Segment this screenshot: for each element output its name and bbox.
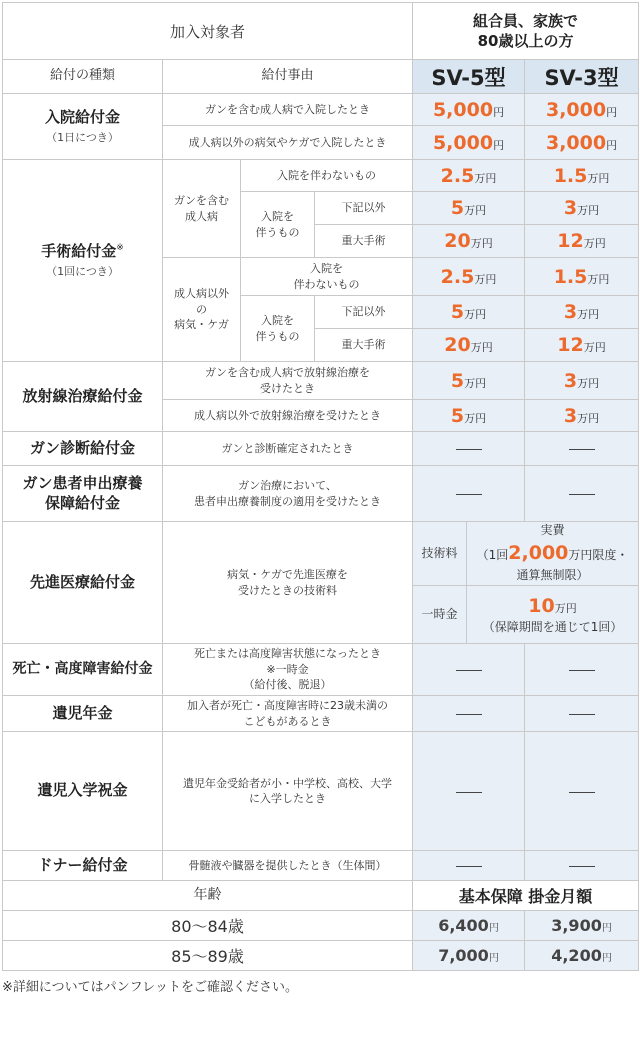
plan-sv3-header: SV-3型 bbox=[525, 60, 639, 94]
fee-cell: 6,400円 bbox=[413, 911, 525, 941]
subscriber-value: 組合員、家族で 80歳以上の方 bbox=[413, 3, 639, 60]
cancer-patient-benefit: ガン患者申出療養 保障給付金 bbox=[3, 466, 163, 522]
empty-cell bbox=[413, 851, 525, 881]
amount-cell: 3万円 bbox=[525, 296, 639, 329]
reason-text: 重大手術 bbox=[315, 225, 413, 258]
radiation-benefit: 放射線治療給付金 bbox=[3, 362, 163, 432]
amount-cell: 3,000円 bbox=[525, 126, 639, 160]
reason-text: 入院を 伴うもの bbox=[241, 192, 315, 258]
amount-cell: 3万円 bbox=[525, 192, 639, 225]
amount-cell: 5万円 bbox=[413, 296, 525, 329]
amount-cell: 5万円 bbox=[413, 400, 525, 432]
empty-cell bbox=[413, 466, 525, 522]
amount-cell: 20万円 bbox=[413, 329, 525, 362]
surgery-benefit: 手術給付金※ （1回につき） bbox=[3, 160, 163, 362]
reason-text: 重大手術 bbox=[315, 329, 413, 362]
reason-text: ガン治療において、 患者申出療養制度の適用を受けたとき bbox=[163, 466, 413, 522]
reason-text: 成人病以外の病気やケガで入院したとき bbox=[163, 126, 413, 160]
tech-fee-label: 技術料 bbox=[413, 522, 467, 586]
empty-cell bbox=[525, 696, 639, 732]
empty-cell bbox=[413, 732, 525, 851]
lump-sum-label: 一時金 bbox=[413, 586, 467, 644]
amount-cell: 12万円 bbox=[525, 329, 639, 362]
reason-text: 入院を伴わないもの bbox=[241, 160, 413, 192]
reason-text: ガンと診断確定されたとき bbox=[163, 432, 413, 466]
reason-text: 骨髄液や臓器を提供したとき（生体間） bbox=[163, 851, 413, 881]
donor-benefit: ドナー給付金 bbox=[3, 851, 163, 881]
subscriber-label: 加入対象者 bbox=[3, 3, 413, 60]
lump-sum-value: 10万円 （保障期間を通じて1回） bbox=[467, 586, 639, 644]
cancer-diagnosis-benefit: ガン診断給付金 bbox=[3, 432, 163, 466]
empty-cell bbox=[413, 696, 525, 732]
amount-cell: 1.5万円 bbox=[525, 160, 639, 192]
surgery-group-other: 成人病以外 の 病気・ケガ bbox=[163, 258, 241, 362]
amount-cell: 2.5万円 bbox=[413, 160, 525, 192]
amount-cell: 3万円 bbox=[525, 400, 639, 432]
orphan-school-gift: 遺児入学祝金 bbox=[3, 732, 163, 851]
footnote: ※詳細についてはパンフレットをご確認ください。 bbox=[2, 980, 298, 995]
empty-cell bbox=[525, 466, 639, 522]
benefit-table bbox=[2, 2, 639, 971]
amount-cell: 5万円 bbox=[413, 192, 525, 225]
surgery-group-cancer: ガンを含む 成人病 bbox=[163, 160, 241, 258]
fee-cell: 4,200円 bbox=[525, 941, 639, 971]
amount-cell: 3万円 bbox=[525, 362, 639, 400]
plan-sv5-header: SV-5型 bbox=[413, 60, 525, 94]
amount-cell: 5,000円 bbox=[413, 94, 525, 126]
advanced-medical-benefit: 先進医療給付金 bbox=[3, 522, 163, 644]
amount-cell: 12万円 bbox=[525, 225, 639, 258]
reason-text: 下記以外 bbox=[315, 296, 413, 329]
col-reason-header: 給付事由 bbox=[163, 60, 413, 94]
empty-cell bbox=[525, 851, 639, 881]
reason-text: ガンを含む成人病で放射線治療を 受けたとき bbox=[163, 362, 413, 400]
hospital-benefit: 入院給付金 （1日につき） bbox=[3, 94, 163, 160]
amount-cell: 1.5万円 bbox=[525, 258, 639, 296]
reason-text: 病気・ケガで先進医療を 受けたときの技術料 bbox=[163, 522, 413, 644]
amount-cell: 20万円 bbox=[413, 225, 525, 258]
age-header: 年齢 bbox=[3, 881, 413, 911]
death-disability-benefit: 死亡・高度障害給付金 bbox=[3, 644, 163, 696]
reason-text: 下記以外 bbox=[315, 192, 413, 225]
reason-text: 入院を 伴わないもの bbox=[241, 258, 413, 296]
reason-text: 加入者が死亡・高度障害時に23歳未満の こどもがあるとき bbox=[163, 696, 413, 732]
empty-cell bbox=[525, 644, 639, 696]
fee-cell: 7,000円 bbox=[413, 941, 525, 971]
age-range: 80〜84歳 bbox=[3, 911, 413, 941]
fee-header: 基本保障 掛金月額 bbox=[413, 881, 639, 911]
empty-cell bbox=[525, 732, 639, 851]
tech-fee-value: 実費 （1回2,000万円限度・ 通算無制限） bbox=[467, 522, 639, 586]
amount-cell: 5,000円 bbox=[413, 126, 525, 160]
fee-cell: 3,900円 bbox=[525, 911, 639, 941]
empty-cell bbox=[413, 432, 525, 466]
reason-text: ガンを含む成人病で入院したとき bbox=[163, 94, 413, 126]
amount-cell: 2.5万円 bbox=[413, 258, 525, 296]
amount-cell: 5万円 bbox=[413, 362, 525, 400]
empty-cell bbox=[413, 644, 525, 696]
col-type-header: 給付の種類 bbox=[3, 60, 163, 94]
orphan-pension: 遺児年金 bbox=[3, 696, 163, 732]
age-range: 85〜89歳 bbox=[3, 941, 413, 971]
empty-cell bbox=[525, 432, 639, 466]
amount-cell: 3,000円 bbox=[525, 94, 639, 126]
reason-text: 入院を 伴うもの bbox=[241, 296, 315, 362]
reason-text: 遺児年金受給者が小・中学校、高校、大学 に入学したとき bbox=[163, 732, 413, 851]
reason-text: 死亡または高度障害状態になったとき ※一時金 （給付後、脱退） bbox=[163, 644, 413, 696]
reason-text: 成人病以外で放射線治療を受けたとき bbox=[163, 400, 413, 432]
